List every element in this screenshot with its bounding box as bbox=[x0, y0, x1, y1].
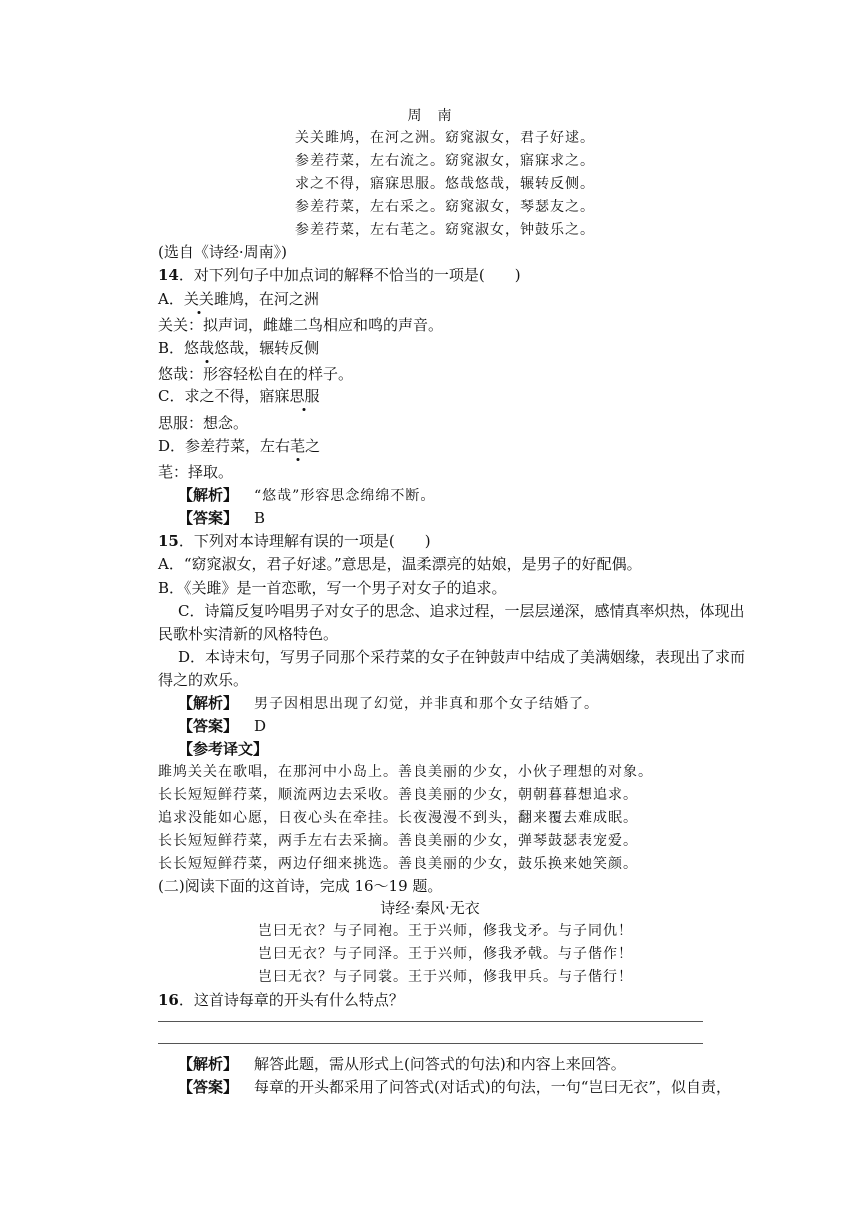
part2-intro: (二)阅读下面的这首诗，完成 16～19 题。 bbox=[158, 877, 443, 895]
q14-d-note: 芼：择取。 bbox=[158, 463, 234, 481]
poem-line-2: 参差荇菜，左右流之。窈窕淑女，寤寐求之。 bbox=[295, 153, 595, 169]
translation-line-1: 雎鸠关关在歌唱，在那河中小岛上。善良美丽的少女，小伙子理想的对象。 bbox=[158, 764, 653, 780]
translation-label: 【参考译文】 bbox=[178, 740, 269, 758]
q14-d-rest: 之 bbox=[305, 437, 321, 455]
q14-answer bbox=[178, 508, 265, 528]
q14-d-dotted: 芼 bbox=[290, 437, 306, 455]
q14-stem-text: ．对下列句子中加点词的解释不恰当的一项是( ) bbox=[178, 266, 521, 284]
answer-line-2 bbox=[158, 1043, 703, 1044]
poem-line-4: 参差荇菜，左右采之。窈窕淑女，琴瑟友之。 bbox=[295, 199, 595, 215]
q15-stem-text: ．下列对本诗理解有误的一项是( ) bbox=[178, 532, 431, 550]
q14-option-c bbox=[158, 386, 320, 406]
q15-stem bbox=[158, 531, 431, 551]
q15-option-b: B．《关雎》是一首恋歌，写一个男子对女子的追求。 bbox=[158, 579, 507, 597]
q14-b-a: 悠 bbox=[184, 339, 200, 357]
answer-label: 【答案】 bbox=[178, 509, 239, 527]
q15-option-d: D．本诗末句，写男子同那个采荇菜的女子在钟鼓声中结成了美满姻缘，表现出了求而 bbox=[178, 648, 746, 666]
part2-title: 诗经·秦风·无衣 bbox=[380, 899, 480, 917]
q14-c-note: 思服：想念。 bbox=[158, 414, 249, 432]
q14-analysis bbox=[178, 485, 435, 506]
q14-c-prefix: C．求之不得，寤寐 bbox=[158, 387, 290, 405]
q16-analysis bbox=[178, 1054, 626, 1074]
q14-analysis-text: “悠哉”形容思念绵绵不断。 bbox=[254, 488, 436, 504]
q14-answer-text: B bbox=[254, 509, 266, 527]
q14-a-note: 关关：拟声词，雌雄二鸟相应和鸣的声音。 bbox=[158, 316, 444, 334]
q14-b-dotted: 哉 bbox=[199, 339, 215, 357]
poem-title: 周 南 bbox=[407, 108, 453, 124]
poem-source: (选自《诗经·周南》) bbox=[158, 243, 287, 261]
translation-line-2: 长长短短鲜荇菜，顺流两边去采收。善良美丽的少女，朝朝暮暮想追求。 bbox=[158, 787, 638, 803]
q14-number: 14 bbox=[158, 266, 179, 284]
translation-line-3: 追求没能如心愿，日夜心头在牵挂。长夜漫漫不到头，翻来覆去难成眠。 bbox=[158, 810, 638, 826]
poem-line-5: 参差荇菜，左右芼之。窈窕淑女，钟鼓乐之。 bbox=[295, 222, 595, 238]
q15-option-d-cont: 得之的欢乐。 bbox=[158, 671, 249, 689]
q16-answer bbox=[178, 1077, 731, 1097]
poem2-line-3: 岂曰无衣？与子同裳。王于兴师，修我甲兵。与子偕行！ bbox=[258, 969, 633, 985]
q14-b-note: 悠哉：形容轻松自在的样子。 bbox=[158, 365, 354, 383]
q14-option-d bbox=[158, 436, 320, 456]
poem2-line-2: 岂曰无衣？与子同泽。王于兴师，修我矛戟。与子偕作！ bbox=[258, 946, 633, 962]
q14-option-b bbox=[158, 338, 319, 358]
q15-analysis-text: 男子因相思出现了幻觉，并非真和那个女子结婚了。 bbox=[254, 696, 600, 712]
q14-a-rest: 雎鸠，在河之洲 bbox=[213, 290, 319, 308]
analysis-label: 【解析】 bbox=[178, 694, 239, 712]
q15-analysis bbox=[178, 693, 599, 714]
q15-option-a: A．“窈窕淑女，君子好逑。”意思是，温柔漂亮的姑娘，是男子的好配偶。 bbox=[158, 555, 642, 573]
answer-label: 【答案】 bbox=[178, 717, 239, 735]
q16-number: 16 bbox=[158, 991, 179, 1009]
poem-line-1: 关关雎鸠，在河之洲。窈窕淑女，君子好逑。 bbox=[295, 130, 595, 146]
q15-option-c-cont: 民歌朴实清新的风格特色。 bbox=[158, 625, 339, 643]
q16-answer-text: 每章的开头都采用了问答式(对话式)的句法，一句“岂曰无衣”，似自责， bbox=[254, 1078, 732, 1096]
analysis-label: 【解析】 bbox=[178, 486, 239, 504]
q14-b-rest: 悠哉，辗转反侧 bbox=[214, 339, 320, 357]
q15-answer bbox=[178, 716, 266, 736]
translation-line-5: 长长短短鲜荇菜，两边仔细来挑选。善良美丽的少女，鼓乐换来她笑颜。 bbox=[158, 856, 638, 872]
q16-analysis-text: 解答此题，需从形式上(问答式的句法)和内容上来回答。 bbox=[254, 1055, 626, 1073]
q14-option-a bbox=[158, 289, 319, 309]
q15-answer-text: D bbox=[254, 717, 267, 735]
answer-line-1 bbox=[158, 1021, 703, 1022]
poem-line-3: 求之不得，寤寐思服。悠哉悠哉，辗转反侧。 bbox=[295, 176, 595, 192]
q15-option-c: C．诗篇反复吟唱男子对女子的思念、追求过程，一层层递深，感情真率炽热，体现出 bbox=[178, 602, 745, 620]
q14-a-prefix: A． bbox=[158, 290, 184, 308]
translation-line-4: 长长短短鲜荇菜，两手左右去采摘。善良美丽的少女，弹琴鼓瑟表宠爱。 bbox=[158, 833, 638, 849]
analysis-label: 【解析】 bbox=[178, 1055, 239, 1073]
poem2-line-1: 岂曰无衣？与子同袍。王于兴师，修我戈矛。与子同仇！ bbox=[258, 923, 633, 939]
q14-d-prefix: D．参差荇菜，左右 bbox=[158, 437, 291, 455]
q15-number: 15 bbox=[158, 532, 179, 550]
q14-stem bbox=[158, 265, 521, 285]
q14-a-dotted: 关关 bbox=[183, 290, 214, 308]
answer-label: 【答案】 bbox=[178, 1078, 239, 1096]
q16-stem-text: ．这首诗每章的开头有什么特点？ bbox=[178, 991, 404, 1009]
q16-stem bbox=[158, 990, 404, 1010]
q14-b-prefix: B． bbox=[158, 339, 185, 357]
q14-c-dotted: 思服 bbox=[289, 387, 320, 405]
